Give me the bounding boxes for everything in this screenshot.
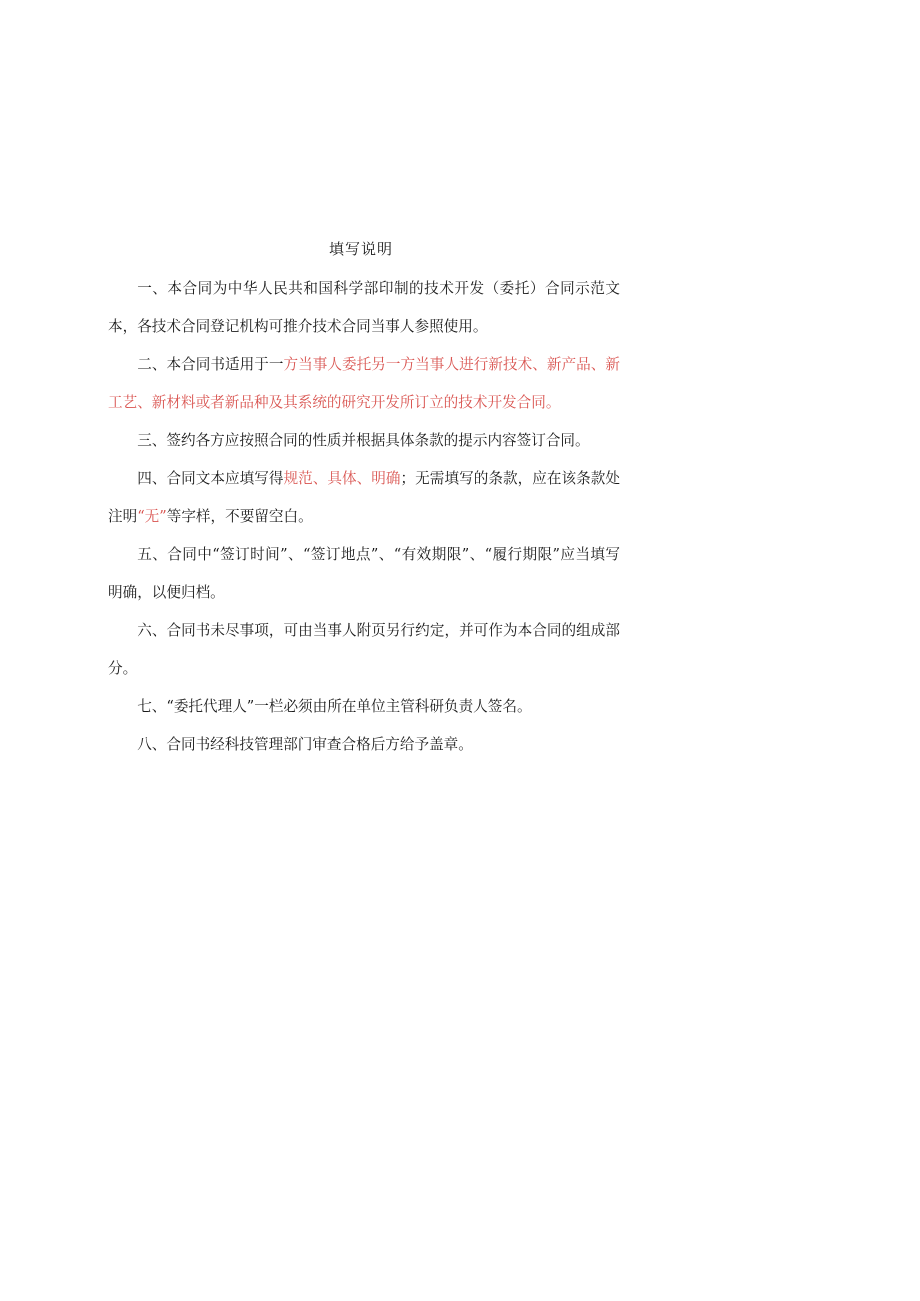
instruction-paragraph-6: [108, 612, 620, 688]
paragraph-text: 二、本合同书适用于一: [137, 356, 284, 373]
page-title: 填写说明: [328, 240, 393, 258]
paragraph-text: 一、本合同为中华人民共和国科学部印制的技术开发（委托）合同示范文本，各技术合同登记机构可推介技术合同当事人参照使用。: [108, 280, 620, 335]
instruction-paragraph-3: [108, 422, 620, 460]
paragraph-text: 八、合同书经科技管理部门审查合格后方给予盖章。: [137, 736, 473, 753]
highlighted-text: 规范、具体、明确: [283, 470, 401, 487]
highlighted-text: “无”: [137, 508, 167, 525]
highlighted-text: 方当事人委托另一方当事人进行新技术、新产品、新工艺、新材料或者新品种及其系统的研究开发所订立的技术开发合同。: [108, 356, 620, 411]
instruction-paragraph-1: [108, 270, 620, 346]
instruction-paragraph-8: [108, 726, 620, 764]
paragraph-text: 五、合同中“签订时间”、“签订地点”、“有效期限”、“履行期限”应当填写明确，以便归档。: [108, 546, 620, 601]
instruction-paragraph-2: [108, 346, 620, 422]
instruction-paragraph-4: [108, 460, 620, 536]
instruction-paragraph-5: [108, 536, 620, 612]
instruction-paragraph-7: [108, 688, 620, 726]
paragraph-text: ；无需填写的条款，应在该条款处注明: [108, 470, 620, 525]
paragraph-text: 等字样，不要留空白。: [166, 508, 313, 525]
paragraph-text: 四、合同文本应填写得: [137, 470, 284, 487]
paragraph-text: 六、合同书未尽事项，可由当事人附页另行约定，并可作为本合同的组成部分。: [108, 622, 620, 677]
paragraph-text: 七、“委托代理人”一栏必须由所在单位主管科研负责人签名。: [137, 698, 532, 715]
instructions-body: [108, 270, 620, 764]
paragraph-text: 三、签约各方应按照合同的性质并根据具体条款的提示内容签订合同。: [137, 432, 590, 449]
